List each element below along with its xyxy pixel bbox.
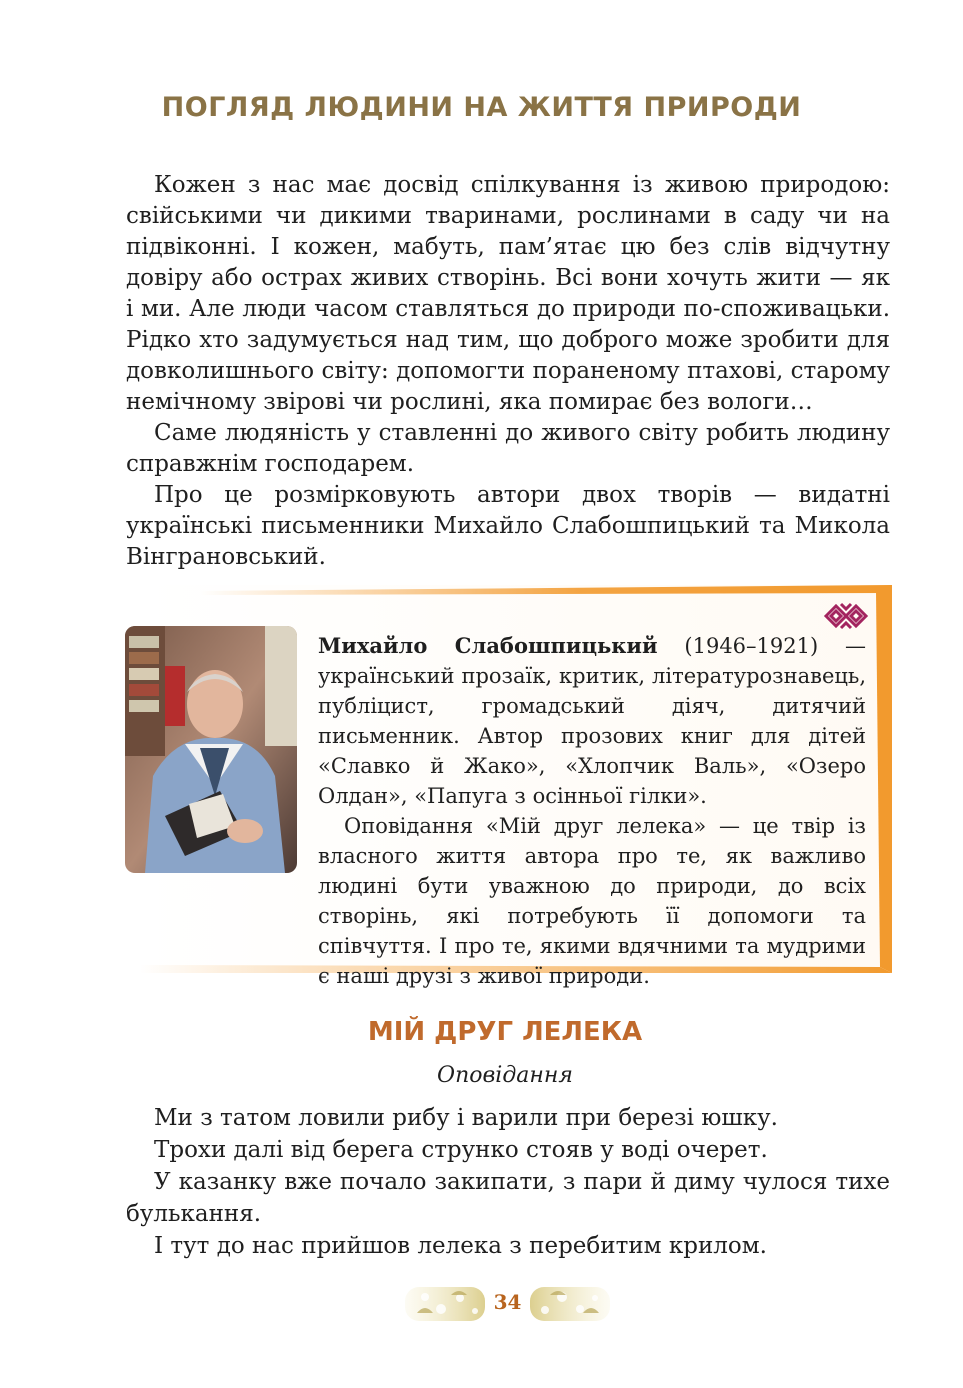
intro-paragraph: Про це розмірковують автори двох творів — видатні українські письменники Михайло Слабошпицький та Микола Вінграновський. <box>126 482 890 570</box>
author-portrait-photo <box>125 626 297 873</box>
page-title: ПОГЛЯД ЛЮДИНИ НА ЖИТТЯ ПРИРОДИ <box>161 92 802 123</box>
intro-paragraph: Саме людяність у ставленні до живого світу робить людину справжнім господарем. <box>126 420 890 477</box>
bio-paragraph <box>318 631 866 811</box>
intro-paragraph: Кожен з нас має досвід спілкування із живою природою: свійськими чи дикими тваринами, рослинами в саду чи на підвіконні. І кожен, мабуть, пам’ятає цю без слів відчутну довіру або острах живих створінь. Всі вони хочуть жити — як і ми. Але люди часом ставляться до природи по-споживацьки. Рідко хто задумується над тим, що доброго може зробити для довколишнього світу: допомогти пораненому птахові, старому немічному звірові чи рослині, яка помирає без вологи… <box>126 172 890 415</box>
author-photo <box>125 626 297 873</box>
story-genre: Оповідання <box>437 1063 573 1088</box>
story-paragraph: Трохи далі від берега струнко стояв у воді очерет. <box>154 1137 768 1163</box>
story-title: МІЙ ДРУГ ЛЕЛЕКА <box>367 1017 643 1047</box>
folk-ornament-icon <box>822 600 870 632</box>
story-paragraph: І тут до нас прийшов лелека з перебитим крилом. <box>154 1233 767 1259</box>
author-bio-text <box>318 631 866 991</box>
bio-paragraph: Оповідання «Мій друг лелека» — це твір із власного життя автора про те, як важливо людині бути уважною до природи, до всіх створінь, які потребують її допомоги та співчуття. І про те, якими вдячними та мудрими є наші друзі з живої природи. <box>318 814 866 988</box>
author-name: Михайло Слабошпицький <box>318 633 658 658</box>
intro-text <box>126 170 890 573</box>
story-paragraph: У казанку вже почало закипати, з пари й диму чулося тихе булькання. <box>126 1169 890 1227</box>
story-paragraph: Ми з татом ловили рибу і варили при березі юшку. <box>154 1105 778 1131</box>
page-number: 34 <box>493 1290 522 1314</box>
bio-details: (1946–1921) — український прозаїк, критик, літературознавець, публіцист, громадський діяч, дитячий письменник. Автор прозових книг для дітей «Славко й Жако», «Хлопчик Валь», «Озеро Олдан», «Папуга з осінньої гілки». <box>318 634 867 808</box>
story-text <box>126 1102 890 1262</box>
